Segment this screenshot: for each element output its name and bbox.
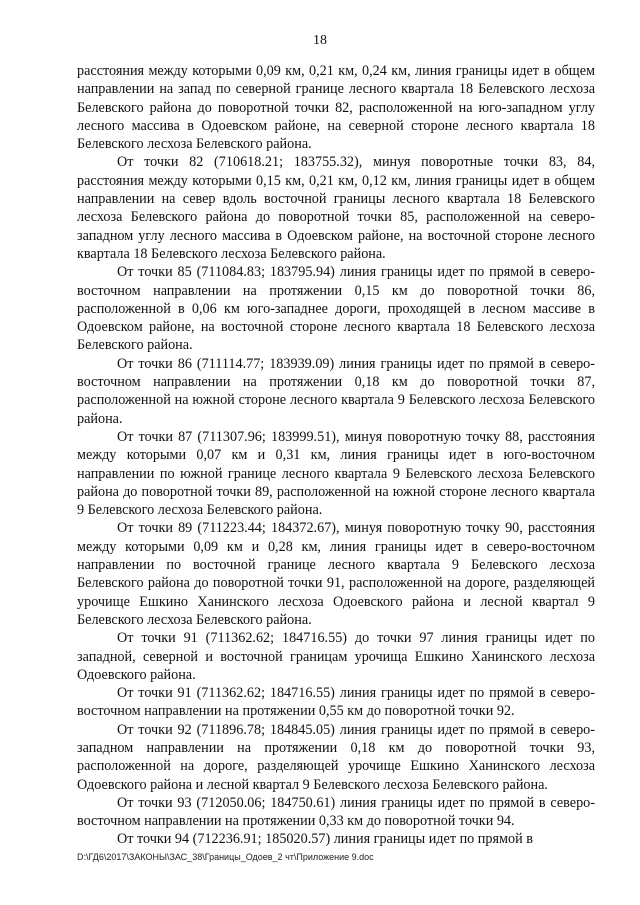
paragraph-point-87: От точки 87 (711307.96; 183999.51), минуя поворотную точку 88, расстояния между которыми 0,07 км и 0,31 км, линия границы идет в юго-восточном направлении по южной границе лесного квартала 9 Белевского лесхоза Белевского района до поворотной точки 89, расположенной на южной стороне лесного квартала 9 Белевского лесхоза Белевского района. — [77, 428, 595, 519]
paragraph-point-94: От точки 94 (712236.91; 185020.57) линия границы идет по прямой в — [117, 831, 533, 848]
paragraph-point-85: От точки 85 (711084.83; 183795.94) линия границы идет по прямой в северо-восточном направлении на протяжении 0,15 км до поворотной точки 86, расположенной в 0,06 км юго-западнее дороги, проходящей в лесном массиве в Одоевском районе, на восточной стороне лесного квартала 18 Белевского лесхоза Белевского района. — [77, 264, 595, 354]
footer-file-path: D:\ГД6\2017\ЗАКОНЫ\ЗАС_38\Границы_Одоев_2 чт\Приложение 9.doc — [77, 852, 374, 862]
page-number: 18 — [313, 33, 327, 48]
paragraph-point-92: От точки 92 (711896.78; 184845.05) линия границы идет по прямой в северо-западном направлении на протяжении 0,18 км до поворотной точки 93, расположенной на дороге, разделяющей урочище Ешкино Ханинского лесхоза Одоевского района и лесной квартал 9 Белевского лесхоза Белевского района. — [77, 721, 595, 793]
paragraph-point-93: От точки 93 (712050.06; 184750.61) линия границы идет по прямой в северо-восточном направлении на протяжении 0,33 км до поворотной точки 94. — [77, 794, 595, 830]
paragraph-point-89: От точки 89 (711223.44; 184372.67), минуя поворотную точку 90, расстояния между которыми 0,09 км и 0,28 км, линия границы идет в северо-восточном направлении по восточной границе лесного квартала 9 Белевского лесхоза Белевского района до поворотной точки 91, расположенной на дороге, разделяющей урочище Ешкино Ханинского лесхоза Одоевского района и лесной квартал 9 Белевского лесхоза Белевского района. — [77, 520, 595, 628]
paragraph-continuation: расстояния между которыми 0,09 км, 0,21 км, 0,24 км, линия границы идет в общем направлении на запад по северной границе лесного квартала 18 Белевского лесхоза Белевского района до поворотной точки 82, расположенной на юго-западном углу лесного массива в Одоевском районе, на северной стороне лесного квартала 18 Белевского лесхоза Белевского района. — [77, 63, 595, 153]
paragraph-point-91: От точки 91 (711362.62; 184716.55) линия границы идет по прямой в северо-восточном направлении на протяжении 0,55 км до поворотной точки 92. — [77, 685, 595, 720]
paragraph-point-86: От точки 86 (711114.77; 183939.09) линия границы идет по прямой в северо-восточном направлении на протяжении 0,18 км до поворотной точки 87, расположенной на южной стороне лесного квартала 9 Белевского лесхоза Белевского района. — [77, 355, 595, 427]
paragraph-point-91-to-97: От точки 91 (711362.62; 184716.55) до точки 97 линия границы идет по западной, северной и восточной границам урочища Ешкино Ханинского лесхоза Одоевского района. — [77, 630, 595, 683]
paragraph-point-82: От точки 82 (710618.21; 183755.32), минуя поворотные точки 83, 84, расстояния между которыми 0,15 км, 0,21 км, 0,12 км, линия границы идет в общем направлении на север вдоль восточной границы лесного квартала 18 Белевского лесхоза Белевского района до поворотной точки 85, расположенной на северо-западном углу лесного массива в Одоевском районе, на восточной стороне лесного квартала 18 Белевского лесхоза Белевского района. — [77, 154, 595, 262]
document-body — [77, 62, 595, 849]
